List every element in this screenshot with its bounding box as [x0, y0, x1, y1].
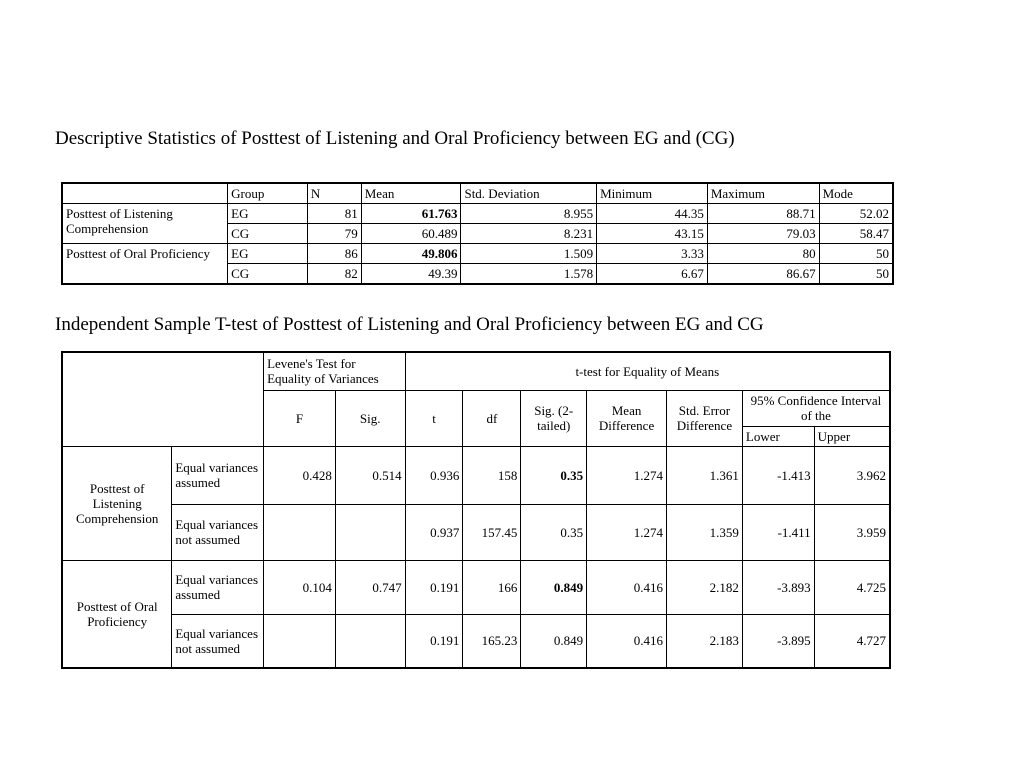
ttest-cell-f	[264, 504, 336, 560]
ttest-cell-condition: Equal variances assumed	[172, 446, 264, 504]
desc-cell-group: EG	[228, 244, 308, 264]
ttest-cell-se-diff: 1.359	[667, 504, 743, 560]
desc-cell-mean: 49.39	[361, 264, 461, 285]
ttest-cell-mean-diff: 1.274	[587, 504, 667, 560]
ttest-cell-mean-diff: 0.416	[587, 614, 667, 668]
desc-cell-group: EG	[228, 204, 308, 224]
ttest-row-label-listening: Posttest of Listening Comprehension	[62, 446, 172, 560]
ttest-cell-se-diff: 2.182	[667, 560, 743, 614]
desc-cell-min: 44.35	[597, 204, 708, 224]
ttest-cell-f	[264, 614, 336, 668]
ttest-header-mean-diff: Mean Difference	[587, 390, 667, 446]
ttest-cell-t: 0.191	[405, 614, 463, 668]
ttest-cell-lower: -1.413	[742, 446, 814, 504]
ttest-cell-sig2: 0.35	[521, 446, 587, 504]
desc-cell-sd: 8.231	[461, 224, 597, 244]
desc-cell-max: 86.67	[707, 264, 819, 285]
desc-cell-min: 3.33	[597, 244, 708, 264]
table-row	[62, 244, 893, 264]
desc-cell-min: 43.15	[597, 224, 708, 244]
ttest-header-t: t	[405, 390, 463, 446]
desc-header-sd: Std. Deviation	[461, 183, 597, 204]
ttest-cell-sig2: 0.849	[521, 614, 587, 668]
desc-cell-group: CG	[228, 264, 308, 285]
ttest-cell-f: 0.104	[264, 560, 336, 614]
ttest-cell-t: 0.191	[405, 560, 463, 614]
ttest-cell-condition: Equal variances not assumed	[172, 504, 264, 560]
desc-row-label-listening: Posttest of Listening Comprehension	[62, 204, 228, 244]
descriptive-statistics-title: Descriptive Statistics of Posttest of Listening and Oral Proficiency between EG and (CG)	[55, 128, 735, 149]
desc-cell-mode: 52.02	[819, 204, 893, 224]
desc-row-label-oral: Posttest of Oral Proficiency	[62, 244, 228, 285]
ttest-cell-upper: 4.725	[814, 560, 890, 614]
ttest-cell-upper: 3.959	[814, 504, 890, 560]
desc-header-group: Group	[228, 183, 308, 204]
ttest-header-upper: Upper	[814, 426, 890, 446]
desc-cell-mean: 49.806	[361, 244, 461, 264]
ttest-cell-upper: 3.962	[814, 446, 890, 504]
ttest-cell-condition: Equal variances not assumed	[172, 614, 264, 668]
desc-cell-n: 79	[307, 224, 361, 244]
ttest-cell-df: 157.45	[463, 504, 521, 560]
ttest-header-ci: 95% Confidence Interval of the	[742, 390, 890, 426]
ttest-cell-t: 0.937	[405, 504, 463, 560]
ttest-cell-sig: 0.747	[335, 560, 405, 614]
desc-header-row	[62, 183, 893, 204]
desc-cell-sd: 1.578	[461, 264, 597, 285]
desc-header-mean: Mean	[361, 183, 461, 204]
ttest-cell-t: 0.936	[405, 446, 463, 504]
ttest-header-means: t-test for Equality of Means	[405, 352, 890, 390]
ttest-cell-f: 0.428	[264, 446, 336, 504]
desc-header-max: Maximum	[707, 183, 819, 204]
ttest-title: Independent Sample T-test of Posttest of Listening and Oral Proficiency between EG and CG	[55, 314, 764, 335]
desc-cell-sd: 8.955	[461, 204, 597, 224]
ttest-header-row-1	[62, 352, 890, 390]
desc-cell-group: CG	[228, 224, 308, 244]
ttest-header-sig2: Sig. (2-tailed)	[521, 390, 587, 446]
desc-cell-mode: 58.47	[819, 224, 893, 244]
ttest-cell-mean-diff: 0.416	[587, 560, 667, 614]
desc-cell-mean: 61.763	[361, 204, 461, 224]
table-row	[62, 614, 890, 668]
ttest-header-sig: Sig.	[335, 390, 405, 446]
ttest-cell-sig2: 0.849	[521, 560, 587, 614]
ttest-cell-sig	[335, 504, 405, 560]
desc-header-min: Minimum	[597, 183, 708, 204]
ttest-cell-lower: -3.893	[742, 560, 814, 614]
ttest-cell-sig: 0.514	[335, 446, 405, 504]
desc-cell-n: 86	[307, 244, 361, 264]
ttest-corner-cell	[62, 352, 264, 446]
desc-cell-max: 80	[707, 244, 819, 264]
ttest-header-lower: Lower	[742, 426, 814, 446]
desc-cell-sd: 1.509	[461, 244, 597, 264]
desc-cell-min: 6.67	[597, 264, 708, 285]
desc-cell-mode: 50	[819, 264, 893, 285]
table-row	[62, 560, 890, 614]
ttest-cell-mean-diff: 1.274	[587, 446, 667, 504]
independent-t-test-table	[61, 351, 891, 669]
table-row	[62, 504, 890, 560]
ttest-cell-sig2: 0.35	[521, 504, 587, 560]
table-row	[62, 446, 890, 504]
ttest-cell-condition: Equal variances assumed	[172, 560, 264, 614]
desc-cell-n: 81	[307, 204, 361, 224]
ttest-header-se-diff: Std. Error Difference	[667, 390, 743, 446]
desc-header-mode: Mode	[819, 183, 893, 204]
ttest-cell-se-diff: 1.361	[667, 446, 743, 504]
desc-cell-mode: 50	[819, 244, 893, 264]
desc-header-n: N	[307, 183, 361, 204]
desc-corner-cell	[62, 183, 228, 204]
ttest-header-f: F	[264, 390, 336, 446]
ttest-cell-df: 165.23	[463, 614, 521, 668]
ttest-cell-se-diff: 2.183	[667, 614, 743, 668]
desc-cell-max: 88.71	[707, 204, 819, 224]
ttest-cell-lower: -1.411	[742, 504, 814, 560]
desc-cell-mean: 60.489	[361, 224, 461, 244]
ttest-cell-df: 166	[463, 560, 521, 614]
ttest-cell-upper: 4.727	[814, 614, 890, 668]
ttest-header-levene: Levene's Test for Equality of Variances	[264, 352, 406, 390]
desc-cell-n: 82	[307, 264, 361, 285]
desc-cell-max: 79.03	[707, 224, 819, 244]
descriptive-statistics-table	[61, 182, 894, 285]
ttest-header-df: df	[463, 390, 521, 446]
ttest-row-label-oral: Posttest of Oral Proficiency	[62, 560, 172, 668]
table-row	[62, 204, 893, 224]
ttest-cell-sig	[335, 614, 405, 668]
ttest-cell-df: 158	[463, 446, 521, 504]
ttest-cell-lower: -3.895	[742, 614, 814, 668]
